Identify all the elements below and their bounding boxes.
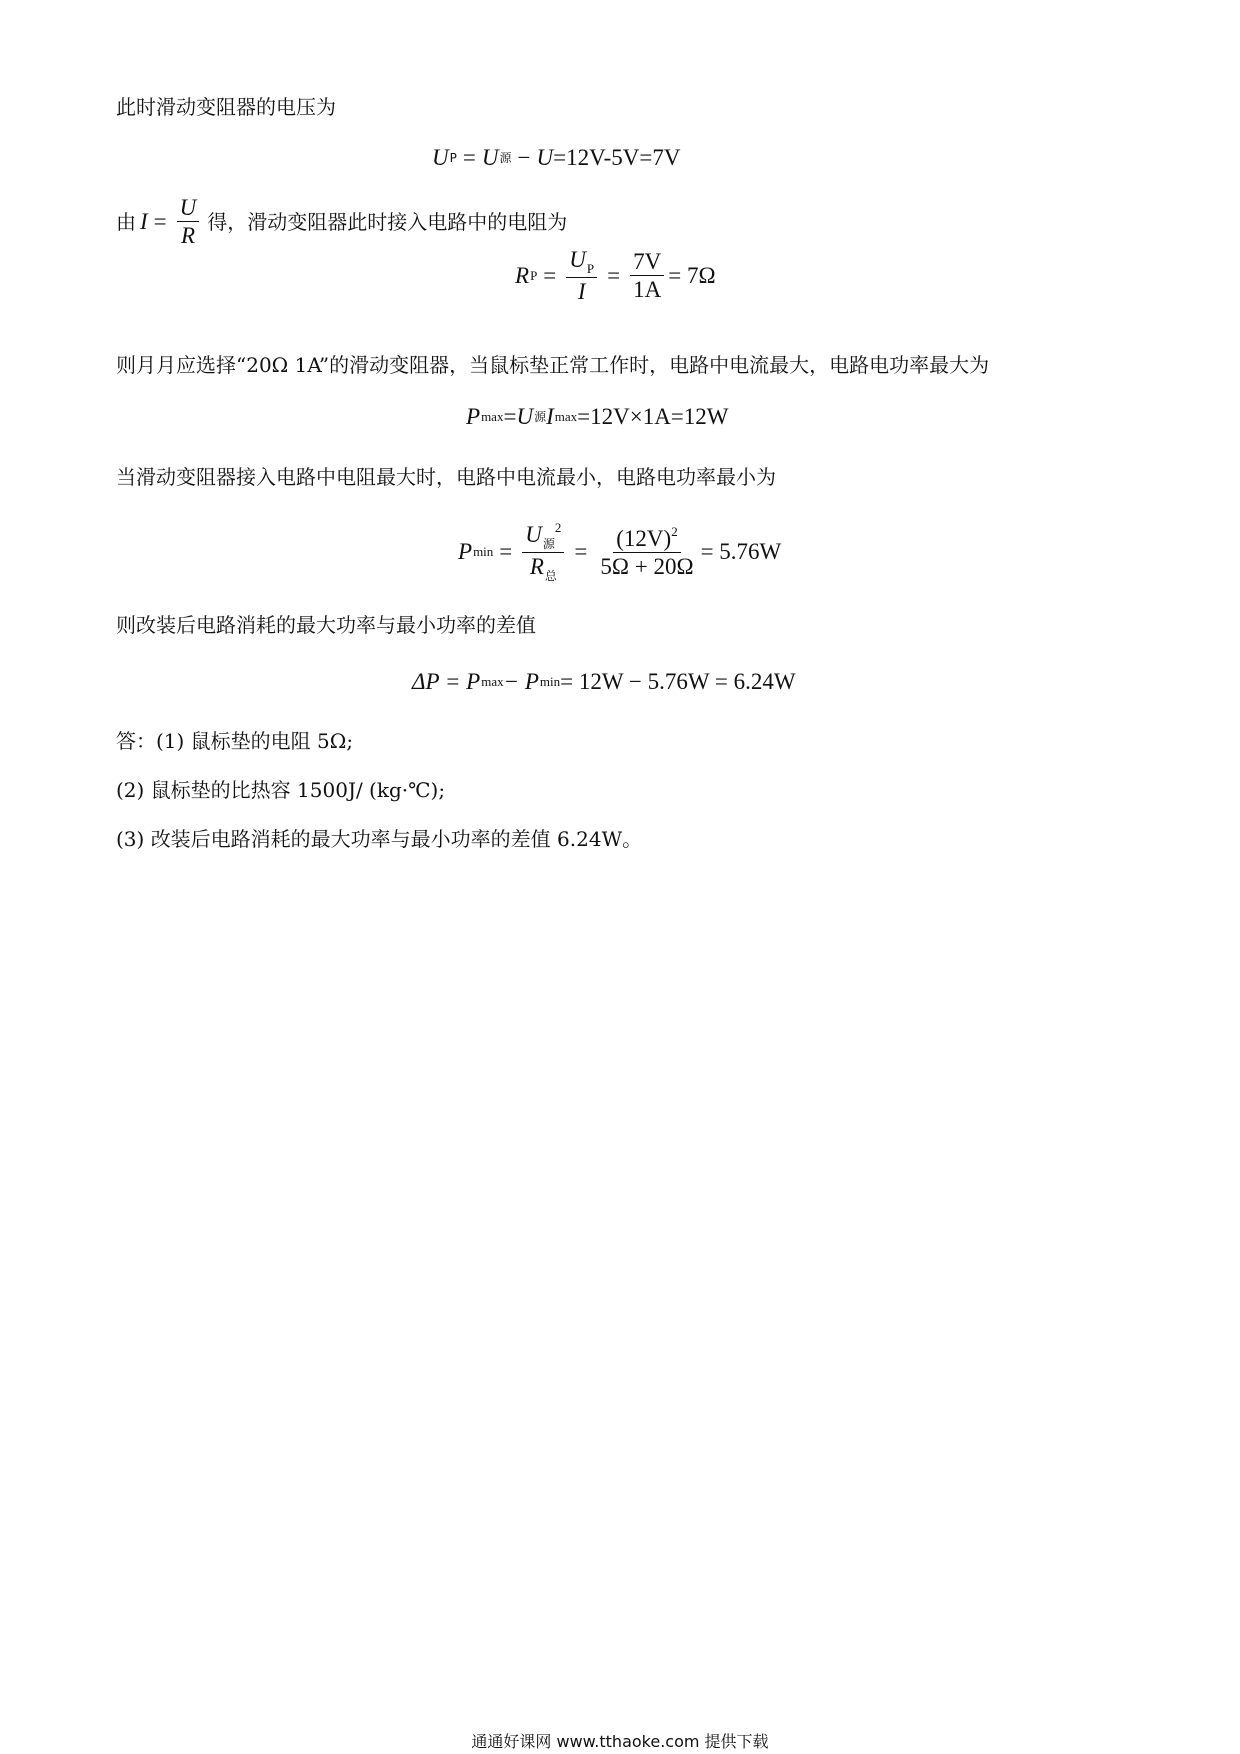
footer-source: 通通好课网 www.tthaoke.com 提供下载 — [471, 1732, 769, 1751]
answer-3: (3) 改装后电路消耗的最大功率与最小功率的差值 6.24W。 — [116, 827, 643, 851]
text-line: 此时滑动变阻器的电压为 — [116, 95, 336, 119]
text-line: 则月月应选择“20Ω 1A”的滑动变阻器，当鼠标垫正常工作时，电路中电流最大，电路电功率最大为 — [116, 353, 990, 377]
equation-pmin: P min = $\frac{U_源^2}{R_总}$ = $\frac{(12V)^2}{5\Omega + 20\Omega}$ = 5.76W — [458, 520, 782, 583]
text-line: 当滑动变阻器接入电路中电阻最大时，电路中电流最小，电路电功率最小为 — [116, 465, 776, 489]
text-line: 则改装后电路消耗的最大功率与最小功率的差值 — [116, 613, 536, 637]
answer-2: (2) 鼠标垫的比热容 1500J/ (kg·℃); — [116, 778, 446, 802]
equation-ohm: I = $\frac{U}{R}$ — [140, 196, 203, 247]
equation-resistance: R P = $\frac{U_P}{I}$ = $\frac{7V}{1A}$ = 7Ω — [515, 247, 716, 304]
equation-pmax: P max = U 源 I max =12V×1A=12W — [466, 404, 729, 429]
equation-voltage: U P = U 源 − U =12V-5V=7V — [432, 145, 681, 170]
equation-delta-p: ΔP = P max − P min = 12W − 5.76W = 6.24W — [412, 669, 796, 694]
answer-1: 答：(1) 鼠标垫的电阻 5Ω; — [116, 729, 354, 753]
text-line-with-formula: 由 I = $\frac{U}{R}$ 得，滑动变阻器此时接入电路中的电阻为 — [116, 195, 568, 248]
